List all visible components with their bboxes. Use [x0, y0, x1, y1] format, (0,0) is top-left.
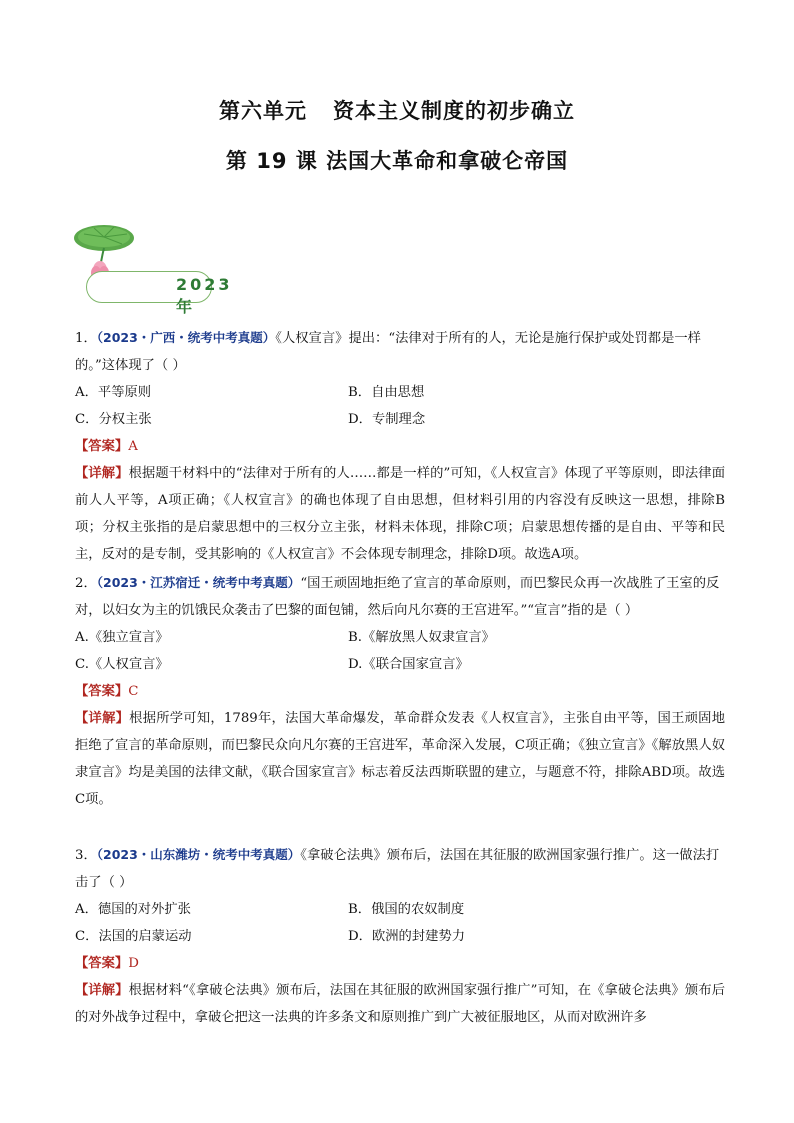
question-1 [75, 324, 725, 568]
detail-label: 【详解】 [75, 466, 129, 481]
question-stem [75, 569, 725, 624]
question-source: （2023・江苏宿迁・统考中考真题） [96, 575, 301, 590]
option-d: D.《联合国家宣言》 [348, 657, 469, 672]
question-source: （2023・山东潍坊・统考中考真题） [96, 847, 301, 862]
answer-label: 【答案】 [75, 684, 129, 699]
option-c: C．法国的启蒙运动 [75, 929, 192, 944]
answer-label: 【答案】 [75, 439, 129, 454]
option-d: D．专制理念 [348, 412, 426, 427]
question-text: “国王顽固地拒绝了宣言的革命原则，而巴黎民众再一次战胜了王室的反对，以妇女为主的饥饿民众袭击了巴黎的面包铺，然后向凡尔赛的王宫进军。”“宣言”指的是（ ） [75, 576, 720, 618]
option-a: A．平等原则 [75, 385, 152, 400]
badge-year: 2023年 [176, 275, 233, 316]
question-text: 《人权宣言》提出：“法律对于所有的人，无论是施行保护或处罚都是一样的。”这体现了（ ） [75, 331, 701, 373]
option-a: A．德国的对外扩张 [75, 902, 191, 917]
question-3 [75, 841, 725, 1031]
question-number: 3． [75, 848, 97, 863]
answer-line [75, 950, 725, 977]
detail-label: 【详解】 [75, 983, 129, 998]
year-badge [72, 222, 233, 316]
question-stem [75, 841, 725, 896]
options-row [75, 624, 725, 651]
detail-paragraph [75, 977, 725, 1031]
lesson-title: 第 19 课 法国大革命和拿破仑帝国 [225, 149, 569, 173]
question-number: 2． [75, 576, 97, 591]
question-text: 《拿破仑法典》颁布后，法国在其征服的欧洲国家强行推广。这一做法打击了（ ） [75, 848, 720, 890]
question-stem [75, 324, 725, 379]
options-row [75, 896, 725, 923]
detail-text: 根据材料“《拿破仑法典》颁布后，法国在其征服的欧洲国家强行推广”可知，在《拿破仑法典》颁布后的对外战争过程中，拿破仑把这一法典的许多条文和原则推广到广大被征服地区，从而对欧洲许多 [75, 983, 726, 1025]
option-b: B.《解放黑人奴隶宣言》 [348, 630, 495, 645]
question-2 [75, 569, 725, 813]
answer-label: 【答案】 [75, 956, 129, 971]
answer-line [75, 678, 725, 705]
option-b: B．自由思想 [348, 385, 425, 400]
detail-text: 根据所学可知，1789年，法国大革命爆发，革命群众发表《人权宣言》，主张自由平等，国王顽固地拒绝了宣言的革命原则，而巴黎民众向凡尔赛的王宫进军，革命深入发展，C项正确；《独立宣言》《解放黑人奴隶宣言》均是美国的法律文献，《联合国家宣言》标志着反法西斯联盟的建立，与题意不符，排除ABD项。故选C项。 [75, 711, 725, 807]
options-row [75, 651, 725, 678]
option-c: C.《人权宣言》 [75, 657, 169, 672]
options-row [75, 923, 725, 950]
detail-paragraph [75, 705, 725, 813]
question-source: （2023・广西・统考中考真题） [96, 330, 276, 345]
options-row [75, 379, 725, 406]
options-row [75, 406, 725, 433]
question-number: 1． [75, 331, 97, 346]
unit-title-part-b: 资本主义制度的初步确立 [333, 99, 575, 123]
answer-value: C [128, 684, 139, 699]
answer-line [75, 433, 725, 460]
detail-text: 根据题干材料中的“法律对于所有的人……都是一样的”可知，《人权宣言》体现了平等原则，即法律面前人人平等，A项正确；《人权宣言》的确也体现了自由思想，但材料引用的内容没有反映这一思想，排除B项；分权主张指的是启蒙思想中的三权分立主张，材料未体现，排除C项；启蒙思想传播的是自由、平等和民主，反对的是专制，受其影响的《人权宣言》不会体现专制理念，排除D项。故选A项。 [75, 466, 725, 562]
answer-value: D [128, 956, 139, 971]
detail-label: 【详解】 [75, 711, 130, 726]
unit-title-part-a: 第六单元 [219, 99, 307, 123]
option-a: A.《独立宣言》 [75, 630, 169, 645]
answer-value: A [128, 439, 138, 454]
unit-title [0, 95, 794, 125]
option-c: C．分权主张 [75, 412, 152, 427]
option-b: B．俄国的农奴制度 [348, 902, 465, 917]
detail-paragraph [75, 460, 725, 568]
option-d: D．欧洲的封建势力 [348, 929, 466, 944]
